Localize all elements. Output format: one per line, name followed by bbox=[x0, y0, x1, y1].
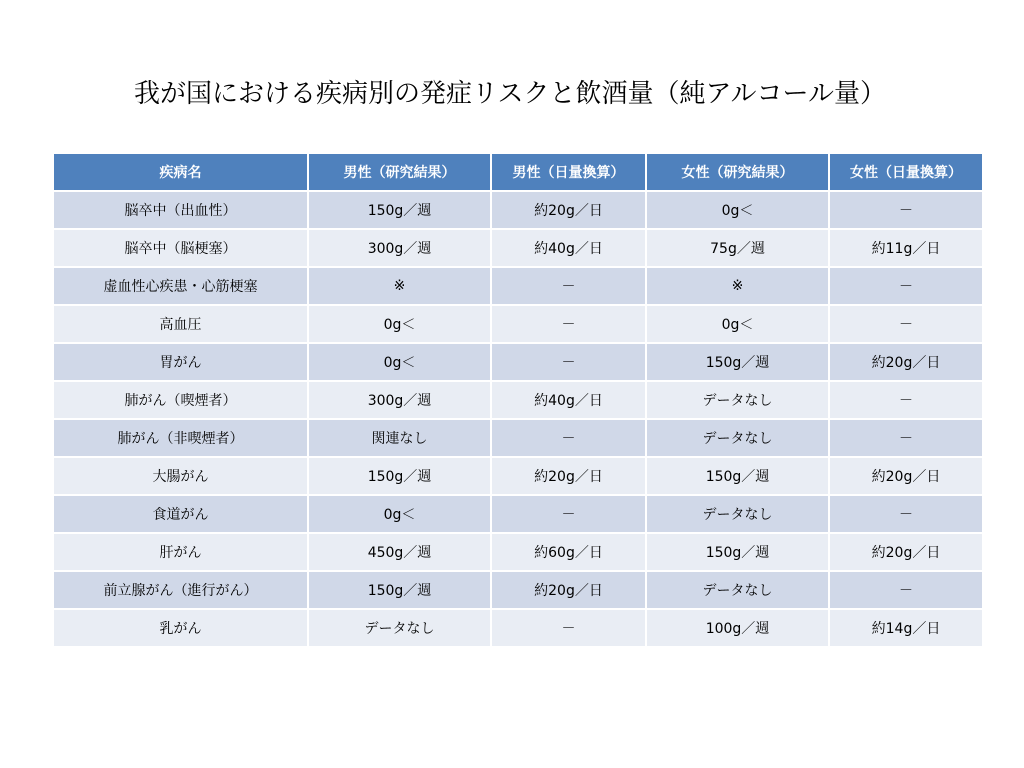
cell-male-study: データなし bbox=[308, 609, 491, 647]
cell-female-study: 150g／週 bbox=[646, 457, 829, 495]
cell-male-study: ※ bbox=[308, 267, 491, 305]
cell-female-study: データなし bbox=[646, 495, 829, 533]
cell-male-daily: 約40g／日 bbox=[491, 381, 646, 419]
table-row bbox=[53, 267, 983, 305]
table-row bbox=[53, 457, 983, 495]
cell-female-study: 0g＜ bbox=[646, 305, 829, 343]
cell-male-study: 300g／週 bbox=[308, 229, 491, 267]
table-row bbox=[53, 305, 983, 343]
cell-disease: 食道がん bbox=[53, 495, 308, 533]
table-row bbox=[53, 609, 983, 647]
cell-male-study: 0g＜ bbox=[308, 495, 491, 533]
cell-female-study: ※ bbox=[646, 267, 829, 305]
cell-male-daily: － bbox=[491, 609, 646, 647]
cell-female-study: 150g／週 bbox=[646, 343, 829, 381]
cell-female-daily: － bbox=[829, 381, 983, 419]
cell-female-daily: 約20g／日 bbox=[829, 457, 983, 495]
cell-disease: 前立腺がん（進行がん） bbox=[53, 571, 308, 609]
cell-disease: 脳卒中（脳梗塞） bbox=[53, 229, 308, 267]
cell-female-daily: － bbox=[829, 305, 983, 343]
risk-table bbox=[52, 152, 984, 648]
cell-female-daily: 約14g／日 bbox=[829, 609, 983, 647]
cell-male-daily: － bbox=[491, 343, 646, 381]
cell-male-study: 0g＜ bbox=[308, 305, 491, 343]
cell-disease: 胃がん bbox=[53, 343, 308, 381]
cell-male-study: 150g／週 bbox=[308, 571, 491, 609]
cell-female-study: 75g／週 bbox=[646, 229, 829, 267]
header-male-daily: 男性（日量換算） bbox=[491, 153, 646, 191]
cell-disease: 肺がん（非喫煙者） bbox=[53, 419, 308, 457]
cell-female-study: 150g／週 bbox=[646, 533, 829, 571]
table-row bbox=[53, 495, 983, 533]
cell-female-study: データなし bbox=[646, 419, 829, 457]
cell-disease: 乳がん bbox=[53, 609, 308, 647]
cell-female-daily: － bbox=[829, 495, 983, 533]
cell-disease: 大腸がん bbox=[53, 457, 308, 495]
header-disease: 疾病名 bbox=[53, 153, 308, 191]
cell-male-study: 関連なし bbox=[308, 419, 491, 457]
cell-male-daily: 約20g／日 bbox=[491, 191, 646, 229]
table-row bbox=[53, 571, 983, 609]
cell-disease: 肺がん（喫煙者） bbox=[53, 381, 308, 419]
table-row bbox=[53, 381, 983, 419]
cell-female-study: データなし bbox=[646, 571, 829, 609]
cell-male-daily: 約60g／日 bbox=[491, 533, 646, 571]
header-female-study: 女性（研究結果） bbox=[646, 153, 829, 191]
cell-female-daily: 約20g／日 bbox=[829, 533, 983, 571]
cell-male-daily: － bbox=[491, 495, 646, 533]
cell-female-study: データなし bbox=[646, 381, 829, 419]
table-row bbox=[53, 343, 983, 381]
table-row bbox=[53, 533, 983, 571]
cell-male-daily: － bbox=[491, 267, 646, 305]
cell-disease: 高血圧 bbox=[53, 305, 308, 343]
cell-male-study: 150g／週 bbox=[308, 457, 491, 495]
table-row bbox=[53, 419, 983, 457]
cell-male-study: 150g／週 bbox=[308, 191, 491, 229]
cell-disease: 肝がん bbox=[53, 533, 308, 571]
table-row bbox=[53, 229, 983, 267]
cell-female-daily: 約11g／日 bbox=[829, 229, 983, 267]
table-header-row bbox=[53, 153, 983, 191]
cell-male-study: 450g／週 bbox=[308, 533, 491, 571]
cell-female-study: 0g＜ bbox=[646, 191, 829, 229]
cell-male-daily: － bbox=[491, 419, 646, 457]
header-female-daily: 女性（日量換算） bbox=[829, 153, 983, 191]
cell-disease: 虚血性心疾患・心筋梗塞 bbox=[53, 267, 308, 305]
cell-male-study: 300g／週 bbox=[308, 381, 491, 419]
table-body bbox=[53, 191, 983, 647]
cell-female-daily: 約20g／日 bbox=[829, 343, 983, 381]
cell-female-daily: － bbox=[829, 571, 983, 609]
cell-male-study: 0g＜ bbox=[308, 343, 491, 381]
cell-male-daily: － bbox=[491, 305, 646, 343]
cell-male-daily: 約40g／日 bbox=[491, 229, 646, 267]
cell-disease: 脳卒中（出血性） bbox=[53, 191, 308, 229]
header-male-study: 男性（研究結果） bbox=[308, 153, 491, 191]
table-row bbox=[53, 191, 983, 229]
slide-title: 我が国における疾病別の発症リスクと飲酒量（純アルコール量） bbox=[134, 79, 886, 109]
cell-female-daily: － bbox=[829, 267, 983, 305]
cell-female-study: 100g／週 bbox=[646, 609, 829, 647]
cell-male-daily: 約20g／日 bbox=[491, 457, 646, 495]
cell-female-daily: － bbox=[829, 419, 983, 457]
cell-female-daily: － bbox=[829, 191, 983, 229]
cell-male-daily: 約20g／日 bbox=[491, 571, 646, 609]
